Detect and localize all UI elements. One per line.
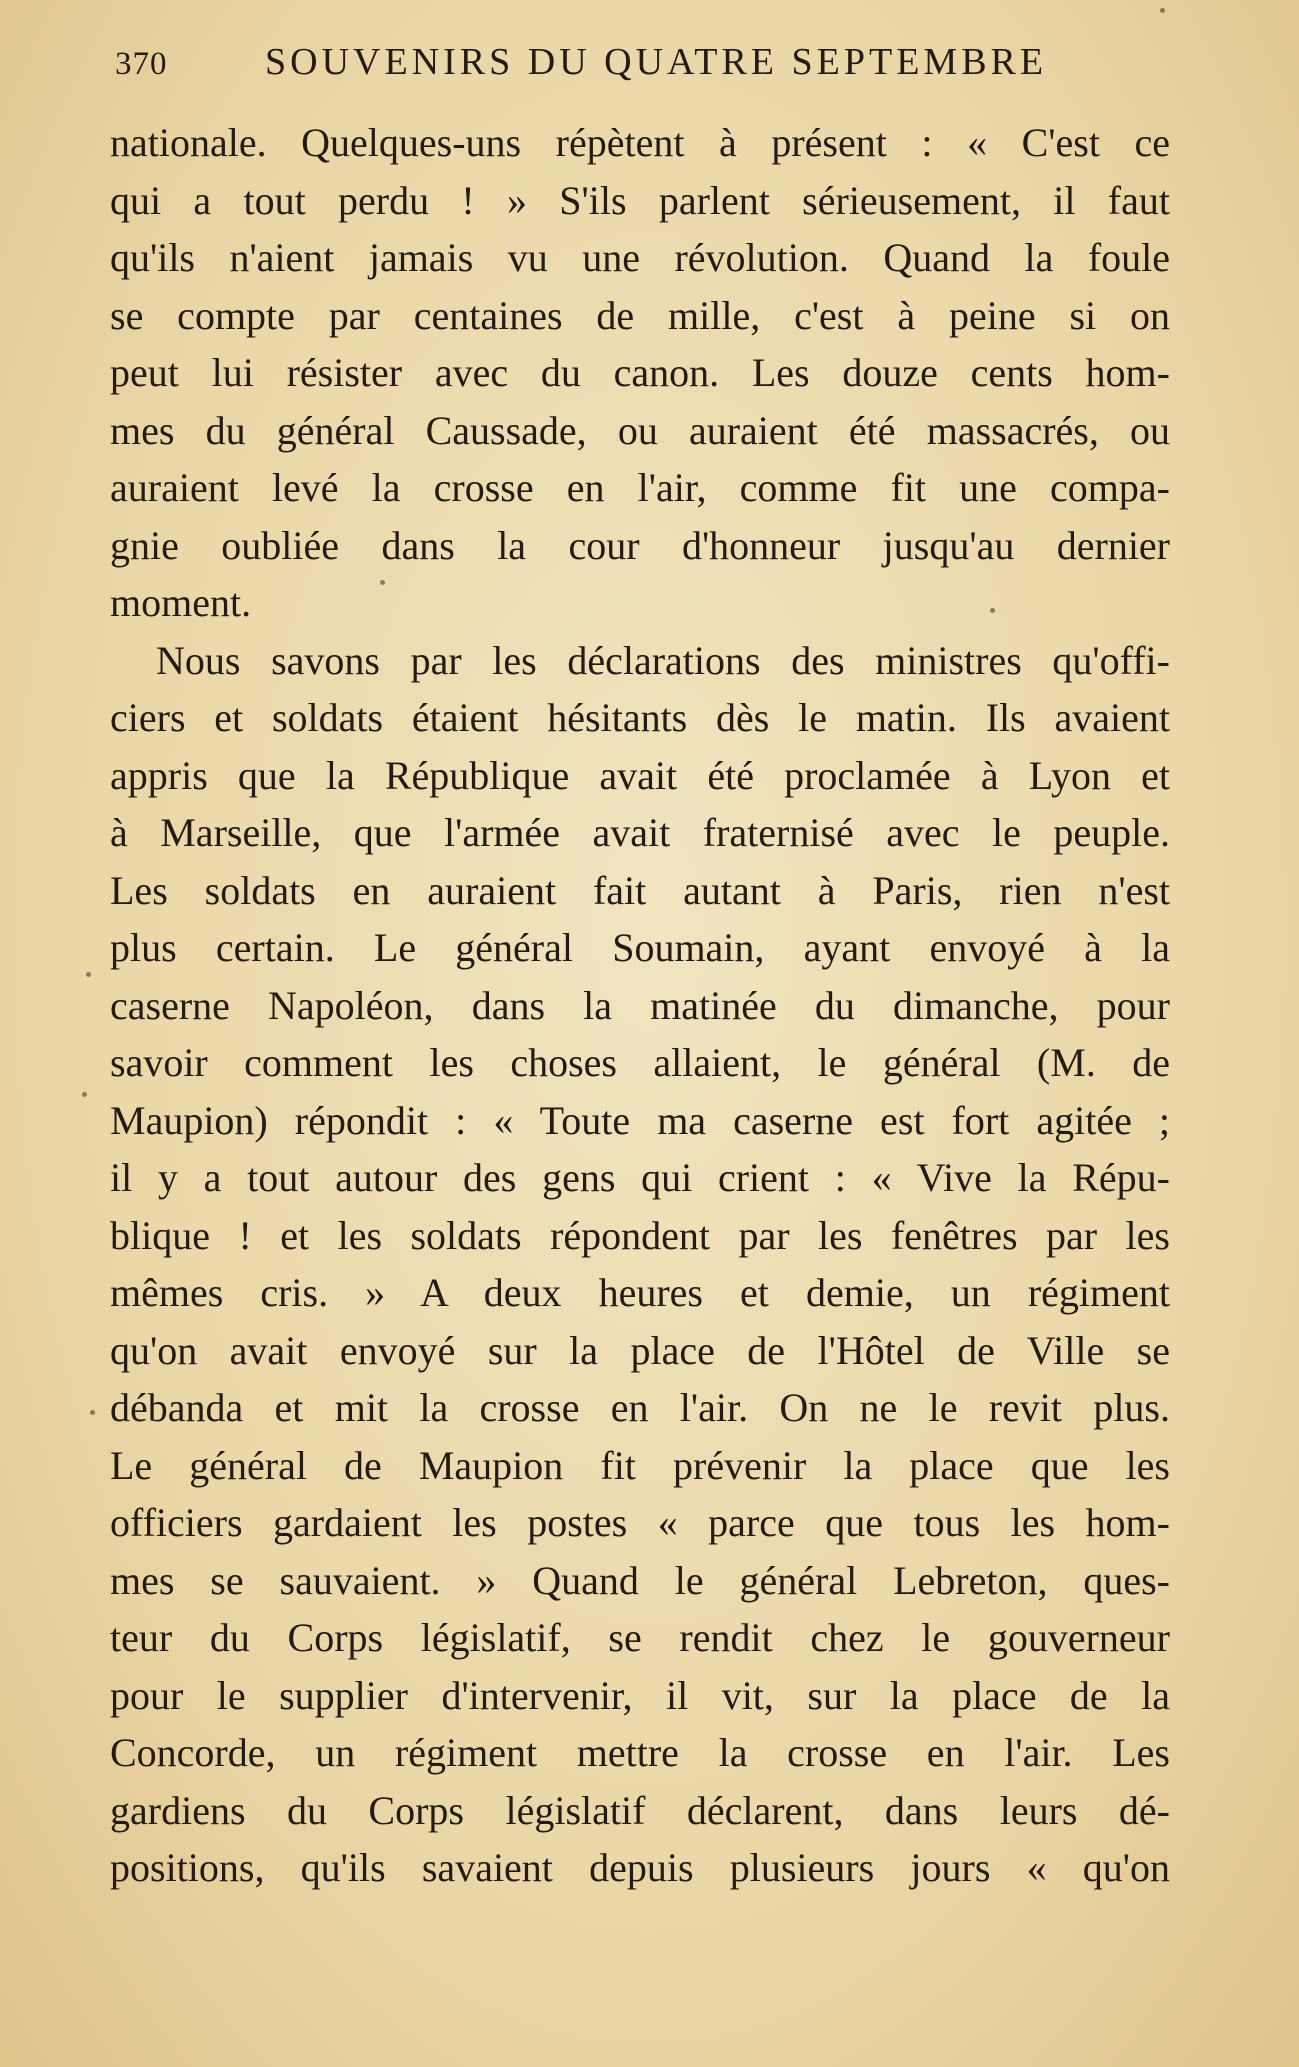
text-line: il y a tout autour des gens qui crient : « Vive la Répu- <box>110 1155 1170 1200</box>
paper-speck <box>380 580 385 585</box>
paper-speck <box>1160 8 1165 13</box>
text-line: savoir comment les choses allaient, le général (M. de <box>110 1040 1170 1085</box>
page-number: 370 <box>115 46 168 82</box>
text-line: Nous savons par les déclarations des ministres qu'offi- <box>156 637 1170 683</box>
text-line: qu'on avait envoyé sur la place de l'Hôtel de Ville se <box>110 1327 1170 1373</box>
text-line: mes se sauvaient. » Quand le général Lebreton, ques- <box>110 1557 1170 1603</box>
text-line: mes du général Caussade, ou auraient été massacrés, ou <box>110 407 1170 453</box>
text-line: se compte par centaines de mille, c'est à peine si on <box>110 292 1170 338</box>
page-header <box>115 36 1175 96</box>
text-line: moment. <box>110 580 252 625</box>
text-line: appris que la République avait été proclamée à Lyon et <box>110 752 1170 798</box>
paper-speck <box>86 972 91 977</box>
text-line: qui a tout perdu ! » S'ils parlent sérieusement, il faut <box>110 177 1170 223</box>
text-line: Maupion) répondit : « Toute ma caserne est fort agitée ; <box>110 1097 1170 1143</box>
text-line: pour le supplier d'intervenir, il vit, sur la place de la <box>110 1672 1170 1718</box>
text-line: peut lui résister avec du canon. Les douze cents hom- <box>110 350 1170 395</box>
text-line: officiers gardaient les postes « parce que tous les hom- <box>110 1500 1170 1545</box>
paper-speck <box>82 1092 87 1097</box>
text-line: Concorde, un régiment mettre la crosse en l'air. Les <box>110 1730 1170 1775</box>
text-line: positions, qu'ils savaient depuis plusieurs jours « qu'on <box>110 1845 1170 1890</box>
text-line: teur du Corps législatif, se rendit chez le gouverneur <box>110 1615 1170 1660</box>
paper-speck <box>990 608 995 613</box>
text-line: blique ! et les soldats répondent par les fenêtres par les <box>110 1212 1170 1258</box>
text-line: caserne Napoléon, dans la matinée du dimanche, pour <box>110 982 1170 1028</box>
text-line: ciers et soldats étaient hésitants dès le matin. Ils avaient <box>110 695 1170 740</box>
text-line: à Marseille, que l'armée avait fraternisé avec le peuple. <box>110 810 1170 855</box>
body-text <box>110 114 1170 1897</box>
text-line: qu'ils n'aient jamais vu une révolution. Quand la foule <box>110 235 1170 280</box>
text-line: gnie oubliée dans la cour d'honneur jusqu'au dernier <box>110 522 1170 568</box>
text-line: nationale. Quelques-uns répètent à présent : « C'est ce <box>110 120 1170 165</box>
text-line: auraient levé la crosse en l'air, comme fit une compa- <box>110 465 1170 510</box>
text-line: plus certain. Le général Soumain, ayant envoyé à la <box>110 925 1170 970</box>
text-line: Le général de Maupion fit prévenir la place que les <box>110 1442 1170 1488</box>
text-line: mêmes cris. » A deux heures et demie, un régiment <box>110 1270 1170 1315</box>
text-line: Les soldats en auraient fait autant à Paris, rien n'est <box>110 867 1170 913</box>
running-title: SOUVENIRS DU QUATRE SEPTEMBRE <box>265 41 1048 83</box>
paper-speck <box>90 1410 95 1415</box>
text-line: débanda et mit la crosse en l'air. On ne le revit plus. <box>110 1385 1170 1430</box>
text-line: gardiens du Corps législatif déclarent, dans leurs dé- <box>110 1787 1170 1833</box>
